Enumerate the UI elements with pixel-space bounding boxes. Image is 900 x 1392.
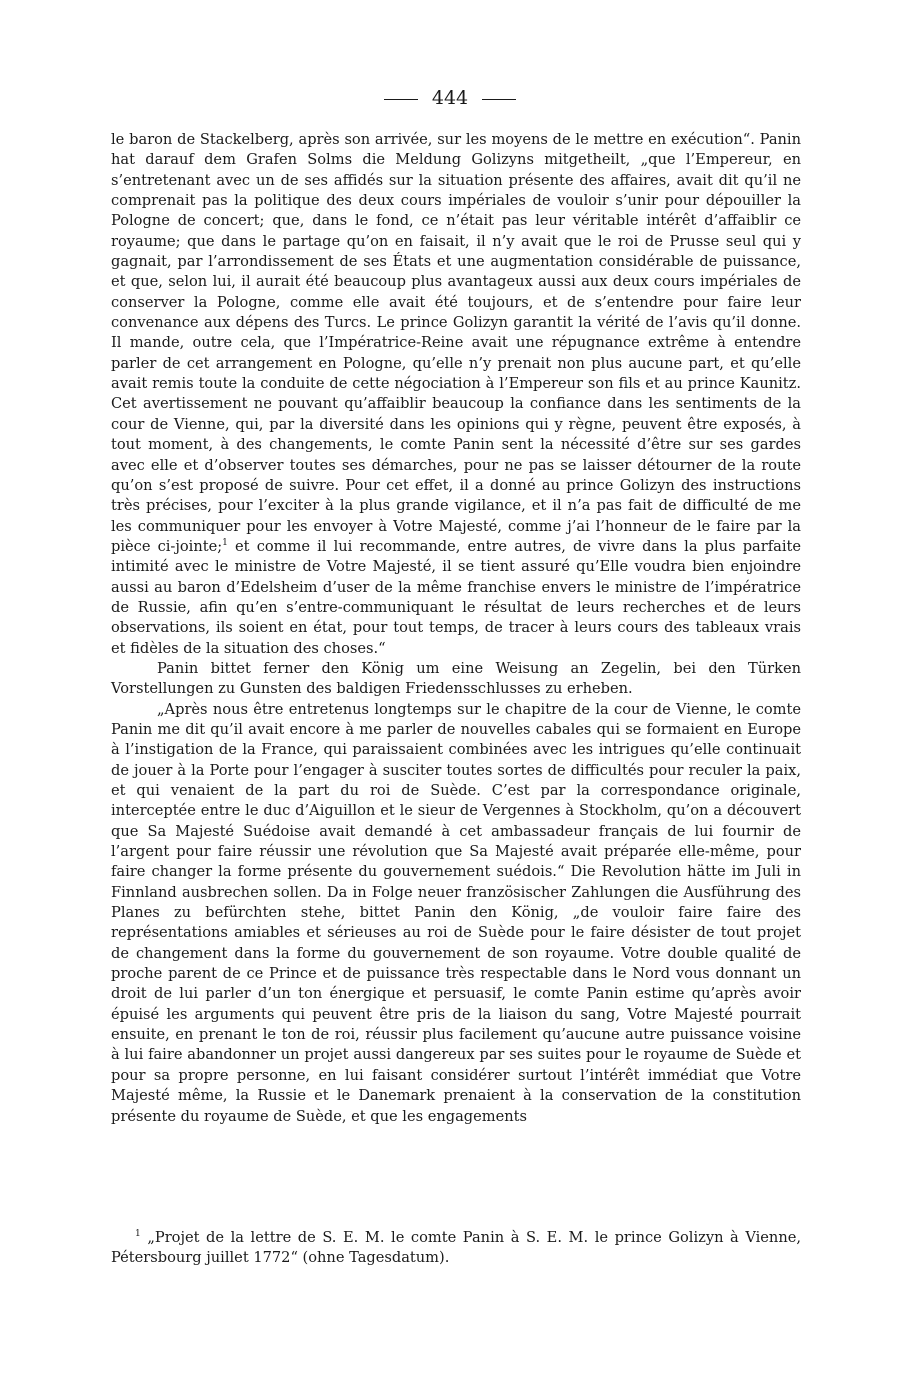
footnote-marker: 1 (135, 1229, 141, 1240)
paragraph-text: et comme il lui recommande, entre autres, de vivre dans la plus parfaite intimité avec le ministre de Votre Majesté, il se tient assuré qu’Elle voudra bien enjoindre aussi au baron d’Edelsheim d’user de la même franchise envers le ministre de l’impératrice de Russie, afin qu’en s’entre-communiquant le résultat de leurs recherches et de leurs observations, ils soient en état, pour tout temps, de tracer à leurs cours des tableaux vrais et fidèles de la situation des choses.“ (111, 537, 801, 657)
paragraph: „Après nous être entretenus longtemps sur le chapitre de la cour de Vienne, le comte Panin me dit qu’il avait encore à me parler de nouvelles cabales qui se formaient en Europe à l’instigation de la France, qui paraissaient combinées avec les intrigues qu’elle continuait de jouer à la Porte pour l’engager à susciter toutes sortes de difficultés pour reculer la paix, et qui venaient de la part du roi de Suède. C’est par la correspondance originale, interceptée entre le duc d’Aiguillon et le sieur de Vergennes à Stockholm, qu’on a découvert que Sa Majesté Suédoise avait demandé à cet ambassadeur français de lui fournir de l’argent pour faire réussir une révolution que Sa Majesté avait préparée elle-même, pour faire changer la forme présente du gouvernement suédois.“ Die Revolution hätte im Juli in Finnland ausbrechen sollen. Da in Folge neuer französischer Zahlungen die Ausführung des Planes zu befürchten stehe, bittet Panin den König, „de vouloir faire faire des représentations amiables et sérieuses au roi de Suède pour le faire désister de tout projet de changement dans la forme du gouvernement de son royaume. Votre double qualité de proche parent de ce Prince et de puissance très respectable dans le Nord vous donnant un droit de lui parler d’un ton énergique et persuasif, le comte Panin estime qu’après avoir épuisé les arguments qui peuvent être pris de la liaison du sang, Votre Majesté pourrait ensuite, en prenant le ton de roi, réussir plus facilement qu’aucune autre puissance voisine à lui faire abandonner un projet aussi dangereux par ses suites pour le royaume de Suède et pour sa propre personne, en lui faisant considérer surtout l’intérêt immédiat que Votre Majesté même, la Russie et le Danemark prenaient à la conservation de la constitution présente du royaume de Suède, et que les engagements (111, 700, 801, 1125)
header-dash-right (482, 99, 516, 100)
footnote-text: „Projet de la lettre de S. E. M. le comte Panin à S. E. M. le prince Golizyn à Vienne, Pétersbourg juillet 1772“ (ohne Tagesdatum). (111, 1229, 801, 1266)
footnote-reference: 1 (222, 538, 228, 549)
footnote-entry (111, 1228, 801, 1268)
header-dash-left (384, 99, 418, 100)
footnote (111, 1228, 801, 1268)
page-number: 444 (431, 87, 469, 109)
paragraph-text: le baron de Stackelberg, après son arrivée, sur les moyens de le mettre en exécution“. Panin hat darauf dem Grafen Solms die Meldung Golizyns mitgetheilt, „que l’Empereur, en s’entretenant avec un de ses affidés sur la situation présente des affaires, avait dit qu’il ne comprenait pas la politique des deux cours impériales de vouloir s’unir pour dépouiller la Pologne de concert; que, dans le fond, ce n’était pas leur véritable intérêt d’affaiblir ce royaume; que dans le partage qu’on en faisait, il n’y avait que le roi de Prusse seul qui y gagnait, par l’arrondissement de ses États et une augmentation considérable de puissance, et que, selon lui, il aurait été beaucoup plus avantageux aussi aux deux cours impériales de conserver la Pologne, comme elle avait été toujours, et de s’entendre pour faire leur convenance aux dépens des Turcs. Le prince Golizyn garantit la vérité de l’avis qu’il donne. Il mande, outre cela, que l’Impératrice-Reine avait une répugnance extrême à entendre parler de cet arrangement en Pologne, qu’elle n’y prenait non plus aucune part, et qu’elle avait remis toute la conduite de cette négociation à l’Empereur son fils et au prince Kaunitz. Cet avertissement ne pouvant qu’affaiblir beaucoup la confiance dans les sentiments de la cour de Vienne, qui, par la diversité dans les opinions qui y règne, peuvent être exposés, à tout moment, à des changements, le comte Panin sent la nécessité d’être sur ses gardes avec elle et d’observer toutes ses démarches, pour ne pas se laisser détourner de la route qu’on s’est proposé de suivre. Pour cet effet, il a donné au prince Golizyn des instructions très précises, pour l’exciter à la plus grande vigilance, et il n’a pas fait de difficulté de me les communiquer pour les envoyer à Votre Majesté, comme j’ai l’honneur de le faire par la pièce ci-jointe; (111, 131, 801, 555)
page-header (0, 86, 900, 110)
paragraph: Panin bittet ferner den König um eine Weisung an Zegelin, bei den Türken Vorstellungen zu Gunsten des baldigen Friedensschlusses zu erheben. (111, 659, 801, 698)
paragraph-continuation (111, 130, 801, 659)
body-text (111, 130, 801, 1127)
